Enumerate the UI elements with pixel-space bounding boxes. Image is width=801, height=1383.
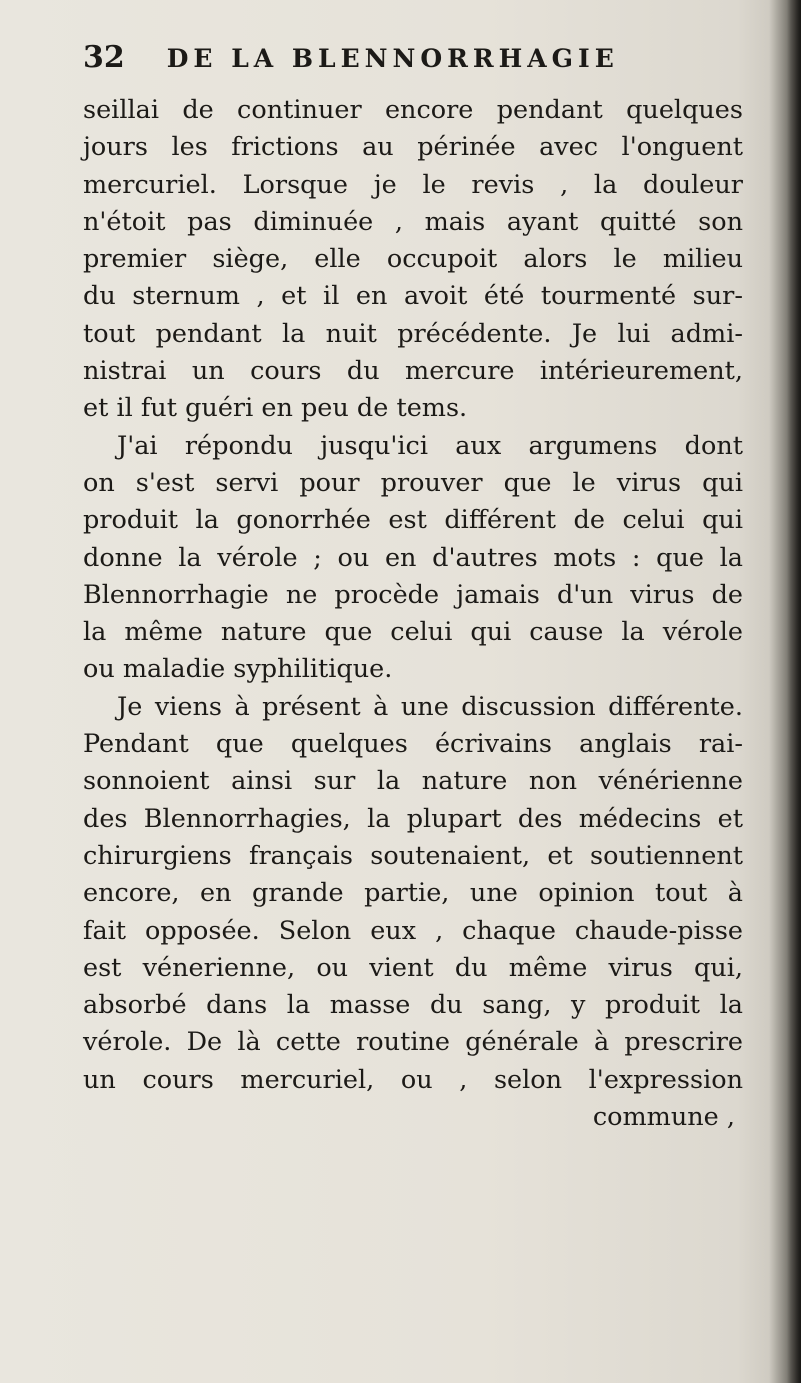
text-line: on s'est servi pour prouver que le virus qui: [83, 467, 743, 498]
catchword: commune ,: [592, 1102, 735, 1133]
paragraph-start-line: Je viens à présent à une discussion différente.: [117, 691, 743, 722]
text-line: jours les frictions au périnée avec l'onguent: [83, 132, 743, 163]
text-line: n'étoit pas diminuée , mais ayant quitté son: [83, 206, 743, 237]
paragraph-start-line: J'ai répondu jusqu'ici aux argumens dont: [117, 430, 743, 461]
text-line: sonnoient ainsi sur la nature non vénérienne: [83, 766, 743, 797]
text-line: et il fut guéri en peu de tems.: [83, 393, 468, 424]
text-line: du sternum , et il en avoit été tourmenté sur-: [83, 281, 743, 312]
page-edge-shadow: [787, 0, 801, 1383]
page-header: [83, 40, 743, 80]
text-line: produit la gonorrhée est différent de celui qui: [83, 505, 743, 536]
text-line: fait opposée. Selon eux , chaque chaude-pisse: [83, 915, 743, 946]
text-line: encore, en grande partie, une opinion tout à: [83, 878, 743, 909]
text-line: mercuriel. Lorsque je le revis , la douleur: [83, 169, 743, 200]
text-line: chirurgiens français soutenaient, et soutiennent: [83, 840, 743, 871]
text-line: tout pendant la nuit précédente. Je lui admi-: [83, 318, 743, 349]
text-line: donne la vérole ; ou en d'autres mots : que la: [83, 542, 743, 573]
text-line: absorbé dans la masse du sang, y produit la: [83, 990, 743, 1021]
running-head: DE LA BLENNORRHAGIE: [166, 44, 619, 73]
text-line: un cours mercuriel, ou , selon l'expression: [83, 1064, 743, 1095]
text-line: vérole. De là cette routine générale à prescrire: [83, 1027, 743, 1058]
text-line: Blennorrhagie ne procède jamais d'un virus de: [83, 579, 743, 610]
text-line: ou maladie syphilitique.: [83, 654, 393, 685]
page-number: 32: [83, 40, 125, 75]
text-line: la même nature que celui qui cause la vérole: [83, 617, 743, 648]
body-text: [83, 92, 743, 1136]
text-line: premier siège, elle occupoit alors le milieu: [83, 244, 743, 275]
text-line: est vénerienne, ou vient du même virus qui,: [83, 952, 743, 983]
text-line: seillai de continuer encore pendant quelques: [83, 95, 743, 125]
text-line: des Blennorrhagies, la plupart des médecins et: [83, 803, 743, 834]
text-line: Pendant que quelques écrivains anglais rai-: [83, 729, 743, 760]
text-line: nistrai un cours du mercure intérieurement,: [83, 356, 743, 387]
